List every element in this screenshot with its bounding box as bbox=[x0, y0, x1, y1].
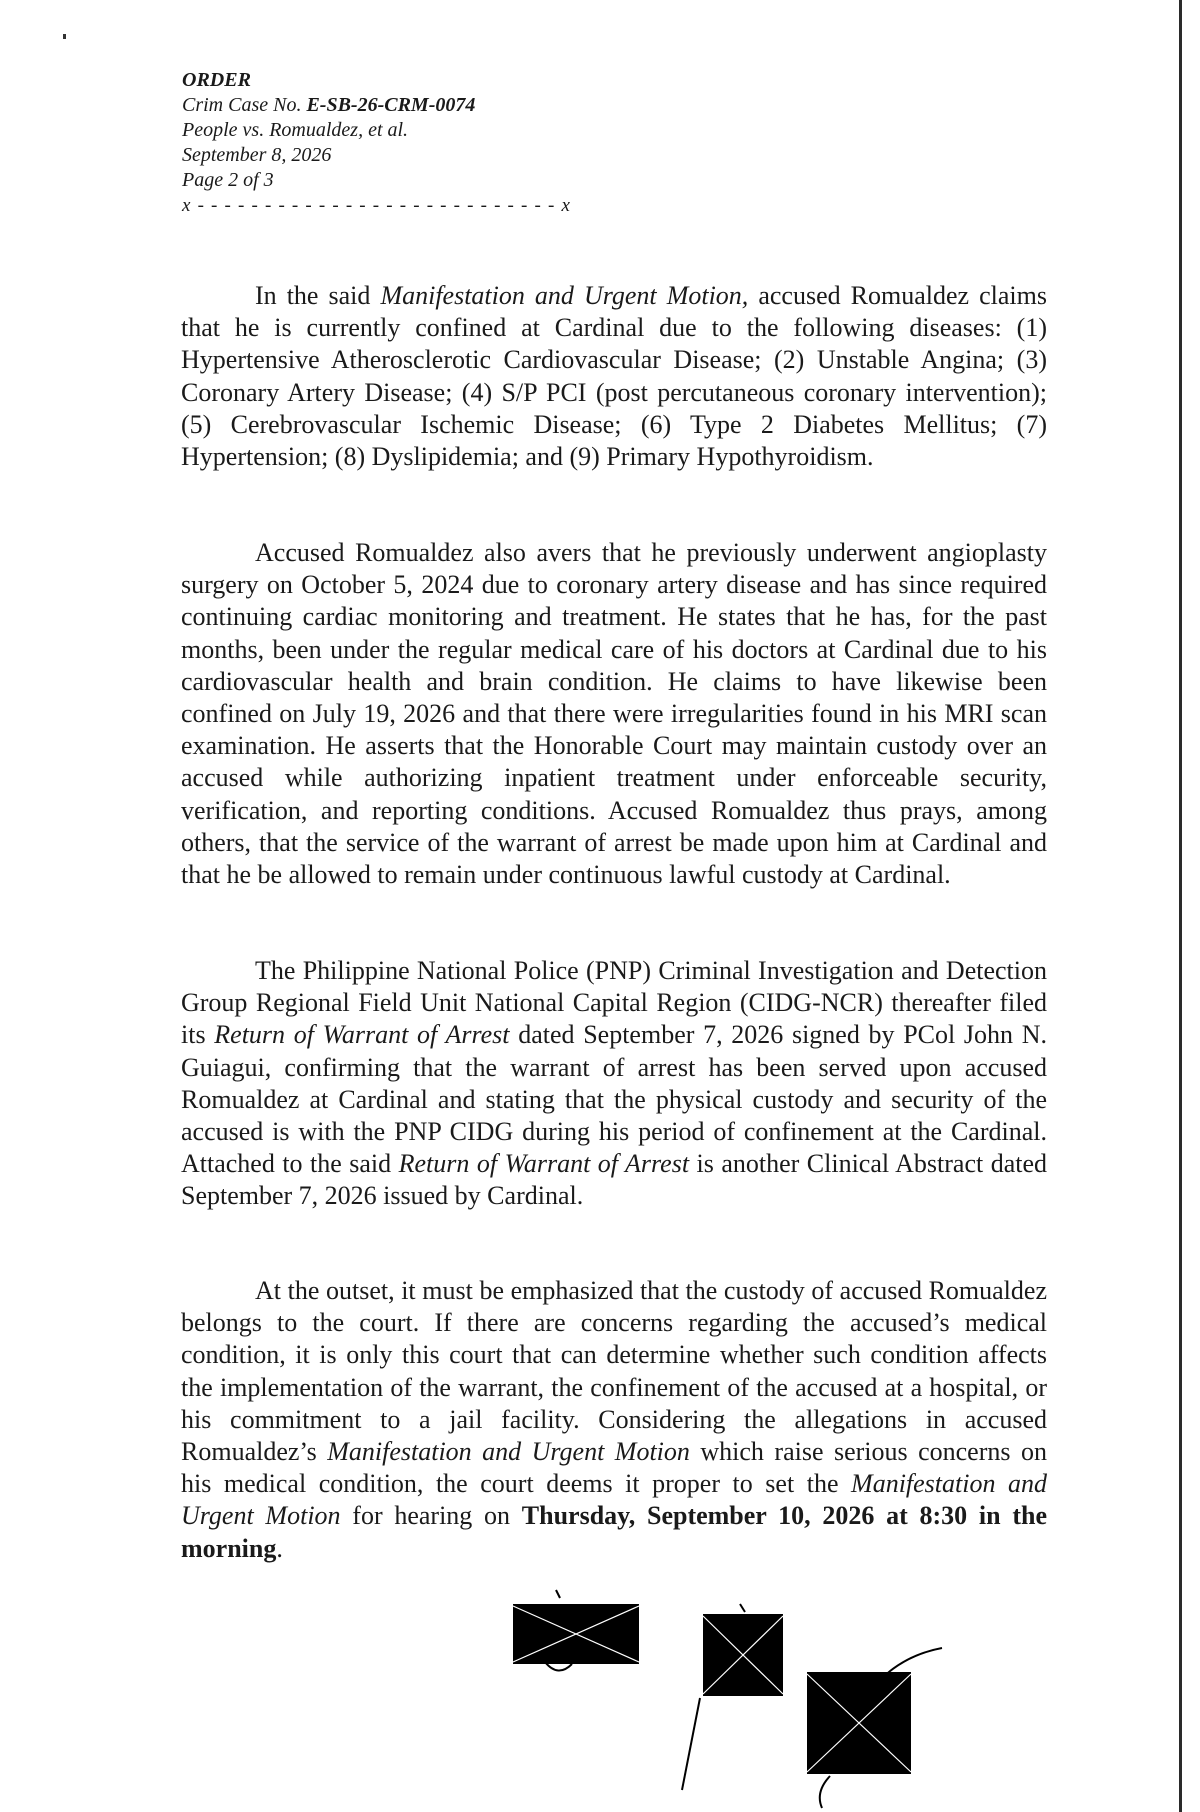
p1-text-1: In the said bbox=[255, 281, 381, 310]
page-number: Page 2 of 3 bbox=[182, 169, 274, 191]
p1-italic-1: Manifestation and Urgent Motion, bbox=[380, 281, 749, 310]
paragraph-3 bbox=[181, 955, 1047, 1213]
p4-text-3: for hearing on bbox=[340, 1501, 522, 1531]
p3-italic-2: Return of Warrant of Arrest bbox=[398, 1149, 690, 1179]
case-number-line bbox=[182, 93, 571, 118]
paragraph-1 bbox=[181, 280, 1047, 473]
paragraph-2 bbox=[181, 537, 1047, 891]
redaction-1 bbox=[513, 1590, 639, 1671]
order-title: ORDER bbox=[182, 69, 251, 91]
p4-text-1: At the outset, it must be emphasized that the custody of accused Romualdez belongs to the court. If there are concerns regarding the accused’s medical condition, it is only this court that can determine whether such condition affects the implementation of the warrant, the confinement of the accused at a hospital, or his commitment to a jail facility. Considering the allegations in accused Romualdez’s bbox=[181, 1276, 1047, 1467]
redaction-3 bbox=[807, 1648, 942, 1808]
redaction-2 bbox=[682, 1604, 783, 1790]
scan-speck bbox=[63, 34, 66, 39]
order-date: September 8, 2026 bbox=[182, 144, 332, 166]
case-number: E-SB-26-CRM-0074 bbox=[306, 94, 476, 116]
p2-text-1: Accused Romualdez also avers that he previously underwent angioplasty surgery on October 5, 2024 due to coronary artery disease and has since required continuing cardiac monitoring and treatment. He states that he has, for the past months, been under the regular medical care of his doctors at Cardinal due to his cardiovascular health and brain condition. He claims to have likewise been confined on July 19, 2026 and that there were irregularities found in his MRI scan examination. He asserts that the Honorable Court may maintain custody over an accused while authorizing inpatient treatment under enforceable security, verification, and reporting conditions. Accused Romualdez thus prays, among others, that the service of the warrant of arrest be made upon him at Cardinal and that he be allowed to remain under continuous lawful custody at Cardinal. bbox=[181, 538, 1047, 890]
p4-italic-2: Manifestation and Urgent Motion bbox=[181, 1469, 1048, 1531]
p4-text-2: which raise serious concerns on his medical condition, the court deems it proper to set the bbox=[181, 1437, 1047, 1499]
p3-text-2: dated September 7, 2026 signed by PCol John N. Guiagui, confirming that the warrant of arrest has been served upon accused Romualdez at Cardinal and stating that the physical custody and security of the accused is with the PNP CIDG during his period of confinement at the Cardinal. Attached to the said bbox=[181, 1020, 1047, 1179]
p3-italic-1: Return of Warrant of Arrest bbox=[214, 1020, 510, 1050]
p3-text-1: The Philippine National Police (PNP) Criminal Investigation and Detection Group Regional Field Unit National Capital Region (CIDG-NCR) thereafter filed its bbox=[181, 956, 1047, 1050]
p3-text-3: is another Clinical Abstract dated September 7, 2026 issued by Cardinal. bbox=[181, 1149, 1047, 1211]
order-header bbox=[182, 68, 571, 218]
separator-rule: x - - - - - - - - - - - - - - - - - - - - - - - - - - - x bbox=[182, 195, 572, 216]
paragraph-4 bbox=[181, 1275, 1047, 1565]
p1-text-2: accused Romualdez claims that he is currently confined at Cardinal due to the following diseases: (1) Hypertensive Atherosclerotic Cardiovascular Disease; (2) Unstable Angina; (3) Coronary Artery Disease; (4) S/P PCI (post percutaneous coronary intervention); (5) Cerebrovascular Ischemic Disease; (6) Type 2 Diabetes Mellitus; (7) Hypertension; (8) Dyslipidemia; and (9) Primary Hypothyroidism. bbox=[181, 281, 1047, 472]
p4-text-4: . bbox=[276, 1533, 283, 1563]
p4-italic-1: Manifestation and Urgent Motion bbox=[327, 1437, 690, 1467]
case-parties: People vs. Romualdez, et al. bbox=[182, 119, 409, 141]
p4-bold-hearing: Thursday, September 10, 2026 at 8:30 in the morning bbox=[181, 1501, 1047, 1563]
page-edge-shadow bbox=[1179, 0, 1182, 1812]
case-prefix: Crim Case No. bbox=[182, 94, 307, 116]
